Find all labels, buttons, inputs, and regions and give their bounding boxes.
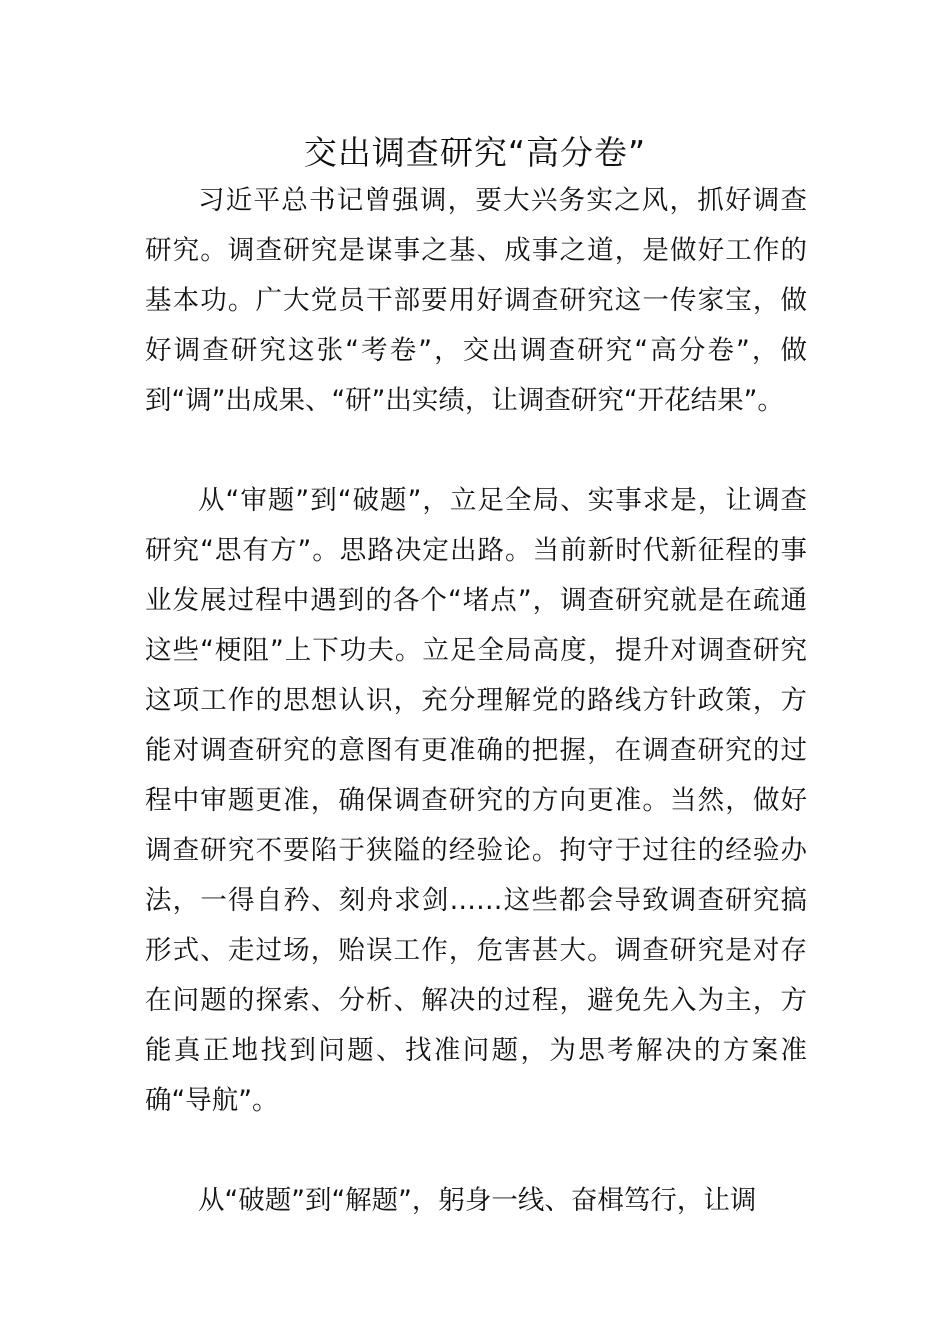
document-title: 交出调查研究“高分卷” — [303, 133, 647, 172]
paragraph-gap — [145, 1126, 807, 1176]
paragraph-3: 从“破题”到“解题”，躬身一线、奋楫笃行，让调 — [198, 1185, 757, 1216]
paragraph-gap — [145, 426, 807, 476]
document-body — [145, 176, 807, 1226]
paragraph-1: 习近平总书记曾强调，要大兴务实之风，抓好调查研究。调查研究是谋事之基、成事之道，是做好工作的基本功。广大党员干部要用好调查研究这一传家宝，做好调查研究这张“考卷”，交出调查研究“高分卷”，做到“调”出成果、“研”出实绩，让调查研究“开花结果”。 — [145, 185, 807, 416]
paragraph-2: 从“审题”到“破题”，立足全局、实事求是，让调查研究“思有方”。思路决定出路。当前新时代新征程的事业发展过程中遇到的各个“堵点”，调查研究就是在疏通这些“梗阻”上下功夫。立足全局高度，提升对调查研究这项工作的思想认识，充分理解党的路线方针政策，方能对调查研究的意图有更准确的把握，在调查研究的过程中审题更准，确保调查研究的方向更准。当然，做好调查研究不要陷于狭隘的经验论。拘守于过往的经验办法，一得自矜、刻舟求剑……这些都会导致调查研究搞形式、走过场，贻误工作，危害甚大。调查研究是对存在问题的探索、分析、解决的过程，避免先入为主，方能真正地找到问题、找准问题，为思考解决的方案准确“导航”。 — [145, 485, 807, 1116]
